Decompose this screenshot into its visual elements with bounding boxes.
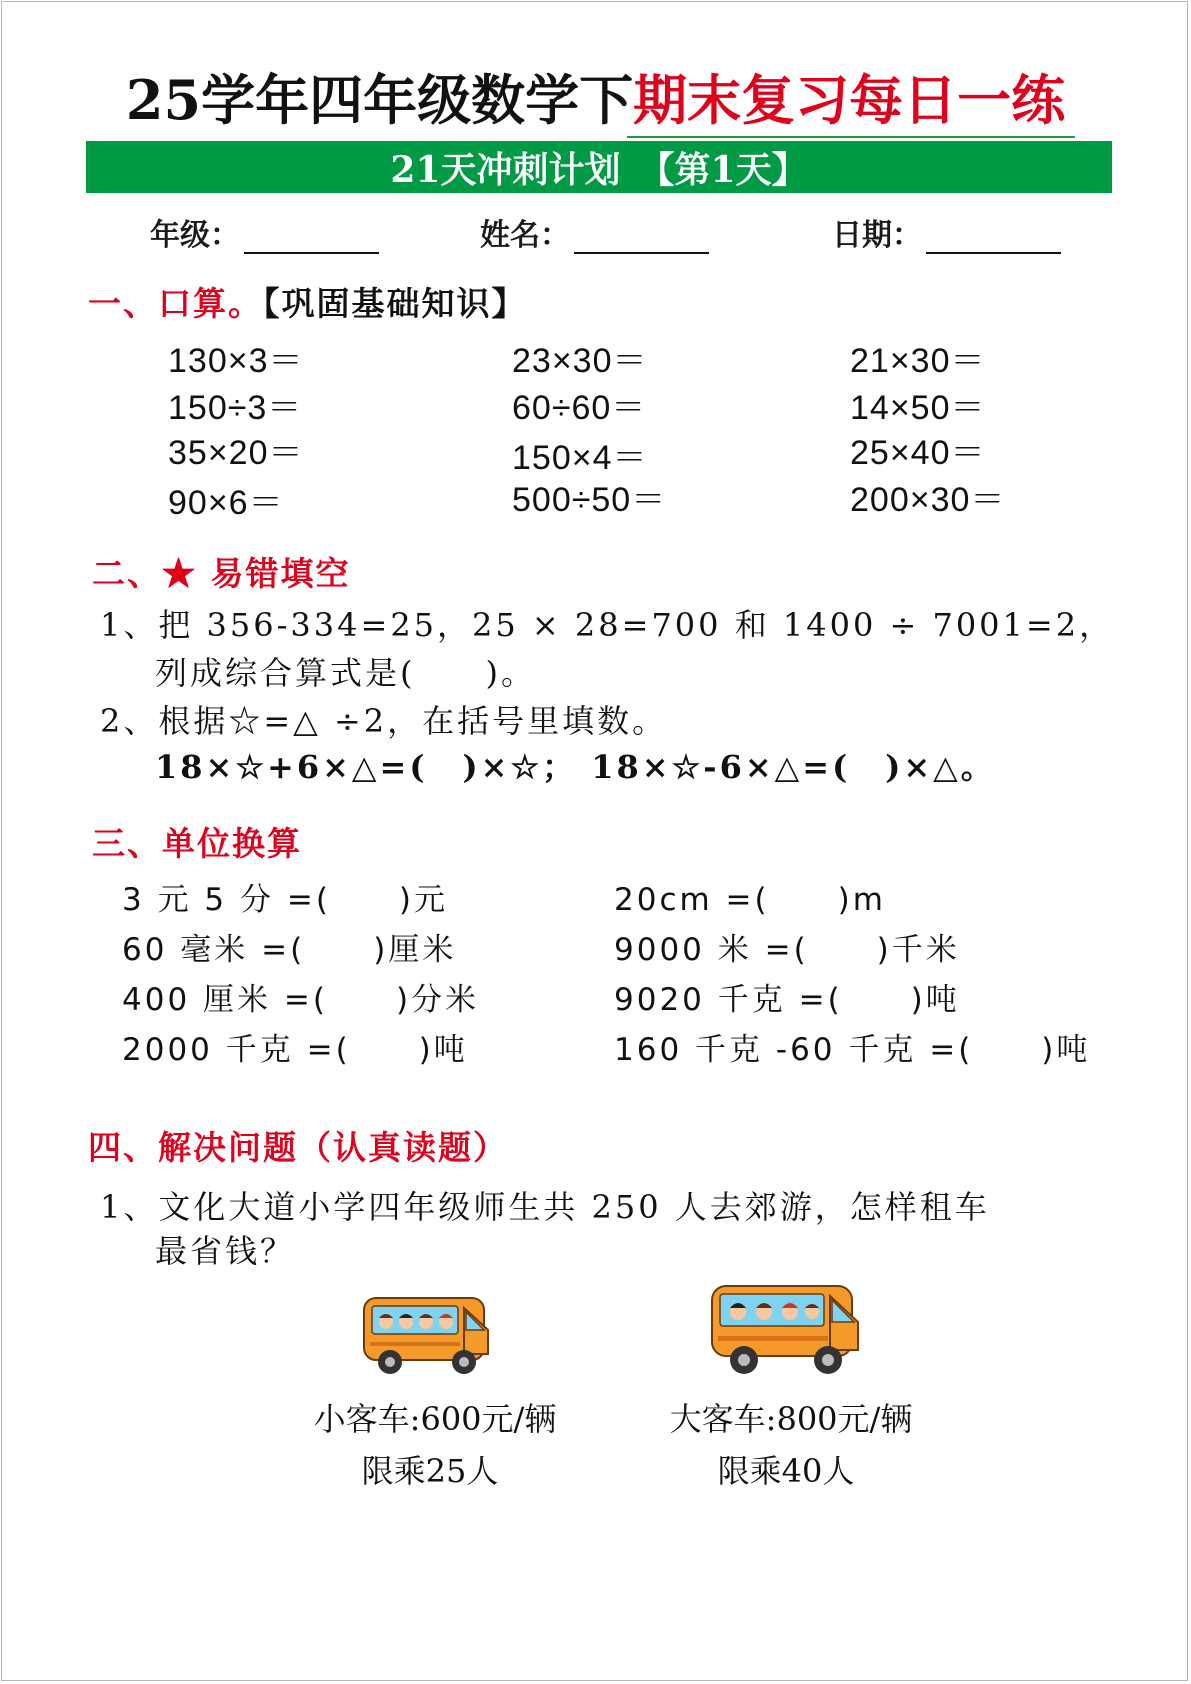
name-blank[interactable]	[574, 222, 709, 254]
plan-banner: 21天冲刺计划 【第1天】	[86, 141, 1112, 193]
unit-conversion-item: 2000 千克 =( )吨	[122, 1032, 468, 1068]
question-2-1-line2: 列成综合算式是( )。	[155, 654, 536, 692]
question-4-1-line2: 最省钱？	[155, 1232, 296, 1270]
question-2-1-line1: 1、把 356-334=25，25 × 28=700 和 1400 ÷ 7001=2，	[100, 606, 1115, 644]
title-main: 25学年四年级数学下	[125, 68, 634, 132]
unit-conversion-item: 160 千克 -60 千克 =( )吨	[614, 1032, 1091, 1068]
unit-conversion-item: 60 毫米 =( )厘米	[122, 932, 457, 968]
big-bus-icon	[708, 1280, 872, 1380]
unit-conversion-item: 3 元 5 分 =( )元	[122, 882, 449, 918]
calc-item: 150×4＝	[512, 439, 648, 477]
section4-title: 四、解决问题（认真读题）	[88, 1128, 508, 1167]
big-bus-limit: 限乘40人	[717, 1452, 855, 1490]
title-highlight: 期末复习每日一练	[633, 58, 1065, 135]
grade-field[interactable]	[150, 210, 379, 254]
grade-label: 年级：	[150, 218, 240, 253]
unit-conversion-item: 400 厘米 =( )分米	[122, 982, 480, 1018]
calc-item: 500÷50＝	[512, 481, 667, 519]
question-2-2-line2: 18×☆+6×△=( )×☆； 18×☆-6×△=( )×△。	[155, 748, 996, 786]
student-info-row	[0, 210, 1191, 254]
date-label: 日期：	[832, 218, 922, 253]
calc-item: 23×30＝	[512, 342, 648, 380]
calc-item: 21×30＝	[850, 342, 986, 380]
small-bus-icon	[360, 1290, 502, 1380]
date-blank[interactable]	[926, 222, 1061, 254]
calc-item: 25×40＝	[850, 434, 986, 472]
small-bus-limit: 限乘25人	[361, 1452, 499, 1490]
calc-item: 60÷60＝	[512, 389, 647, 427]
small-bus-price: 小客车:600元/辆	[313, 1400, 557, 1438]
unit-conversion-item: 9000 米 =( )千米	[614, 932, 960, 968]
section3-title: 三、单位换算	[92, 824, 302, 863]
name-label: 姓名：	[480, 218, 570, 253]
question-4-1-line1: 1、文化大道小学四年级师生共 250 人去郊游，怎样租车	[100, 1188, 990, 1226]
section1-title-red: 一、口算。	[88, 284, 263, 323]
name-field[interactable]	[480, 210, 709, 254]
calc-item: 90×6＝	[168, 484, 284, 522]
question-2-2-line1: 2、根据☆=△ ÷2，在括号里填数。	[100, 702, 668, 740]
section1-title	[88, 278, 527, 325]
page-title	[0, 58, 1191, 135]
calc-item: 150÷3＝	[168, 389, 303, 427]
big-bus-price: 大客车:800元/辆	[669, 1400, 913, 1438]
calc-item: 130×3＝	[168, 342, 304, 380]
unit-conversion-item: 9020 千克 =( )吨	[614, 982, 960, 1018]
calc-item: 35×20＝	[168, 434, 304, 472]
section1-title-black: 【巩固基础知识】	[263, 284, 527, 323]
section2-title: 二、★ 易错填空	[92, 554, 351, 593]
date-field[interactable]	[832, 210, 1061, 254]
calc-item: 14×50＝	[850, 389, 986, 427]
grade-blank[interactable]	[244, 222, 379, 254]
calc-item: 200×30＝	[850, 481, 1006, 519]
unit-conversion-item: 20cm =( )m	[614, 882, 886, 918]
